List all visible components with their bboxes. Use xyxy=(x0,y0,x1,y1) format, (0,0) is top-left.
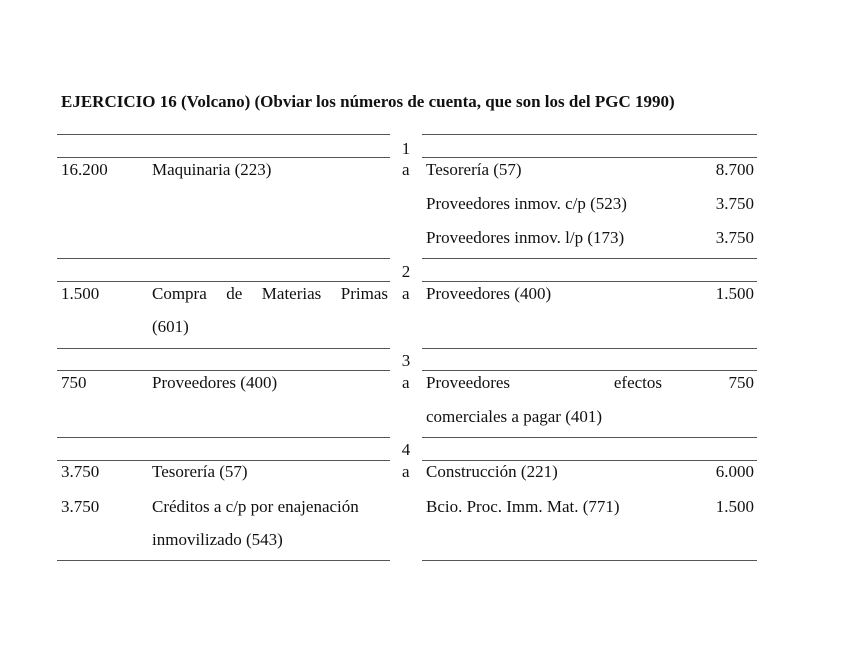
debit-amount: 16.200 xyxy=(61,160,108,179)
entry-1-top-line-left xyxy=(57,134,390,135)
credit-account: Proveedores (400) xyxy=(426,284,552,303)
credit-account-word: Proveedores xyxy=(426,373,511,392)
entry-1-header-line-left xyxy=(57,157,390,158)
entry-4-top-line-left xyxy=(57,437,390,438)
credit-account: Bcio. Proc. Imm. Mat. (771) xyxy=(426,497,620,516)
entry-2-top-line-left xyxy=(57,258,390,259)
separator-a: a xyxy=(402,284,410,303)
separator-a: a xyxy=(402,373,410,392)
debit-amount: 750 xyxy=(61,373,87,392)
entry-4-header-line-right xyxy=(422,460,757,461)
entry-4-header-line-left xyxy=(57,460,390,461)
credit-account: Proveedores inmov. c/p (523) xyxy=(426,194,627,213)
entry-4-top-line-right xyxy=(422,437,757,438)
debit-account-line2: inmovilizado (543) xyxy=(152,530,283,549)
entry-3-top-line-left xyxy=(57,348,390,349)
debit-account: Proveedores (400) xyxy=(152,373,278,392)
debit-account-line2: (601) xyxy=(152,317,189,336)
debit-account: Tesorería (57) xyxy=(152,462,248,481)
page-title: EJERCICIO 16 (Volcano) (Obviar los números de cuenta, que son los del PGC 1990) xyxy=(61,92,675,111)
credit-account-line2: comerciales a pagar (401) xyxy=(426,407,603,426)
credit-account: Tesorería (57) xyxy=(426,160,522,179)
credit-amount: 8.700 xyxy=(715,160,754,179)
credit-amount: 1.500 xyxy=(715,284,754,303)
credit-amount: 6.000 xyxy=(715,462,754,481)
entry-4-bottom-line-right xyxy=(422,560,757,561)
credit-account xyxy=(426,373,662,393)
debit-account-word: de xyxy=(226,284,243,303)
credit-account: Construcción (221) xyxy=(426,462,558,481)
entry-number: 1 xyxy=(401,139,411,158)
credit-amount: 750 xyxy=(728,373,754,392)
debit-account: Maquinaria (223) xyxy=(152,160,272,179)
debit-amount: 1.500 xyxy=(61,284,100,303)
debit-account-word: Materias xyxy=(261,284,322,303)
debit-amount: 3.750 xyxy=(61,497,100,516)
entry-number: 3 xyxy=(401,351,411,370)
entry-4-bottom-line-left xyxy=(57,560,390,561)
entry-3-header-line-left xyxy=(57,370,390,371)
credit-amount: 3.750 xyxy=(715,194,754,213)
entry-2-header-line-right xyxy=(422,281,757,282)
entry-1-header-line-right xyxy=(422,157,757,158)
debit-account-word: Compra xyxy=(152,284,207,303)
credit-account-word: efectos xyxy=(613,373,662,392)
credit-account: Proveedores inmov. l/p (173) xyxy=(426,228,625,247)
entry-number: 2 xyxy=(401,262,411,281)
debit-account xyxy=(152,284,388,304)
debit-account: Créditos a c/p por enajenación xyxy=(152,497,359,516)
entry-number: 4 xyxy=(401,440,411,459)
entry-1-top-line-right xyxy=(422,134,757,135)
separator-a: a xyxy=(402,462,410,481)
entry-3-top-line-right xyxy=(422,348,757,349)
entry-3-header-line-right xyxy=(422,370,757,371)
credit-amount: 1.500 xyxy=(715,497,754,516)
separator-a: a xyxy=(402,160,410,179)
entry-2-top-line-right xyxy=(422,258,757,259)
entry-2-header-line-left xyxy=(57,281,390,282)
debit-amount: 3.750 xyxy=(61,462,100,481)
credit-amount: 3.750 xyxy=(715,228,754,247)
debit-account-word: Primas xyxy=(340,284,388,303)
